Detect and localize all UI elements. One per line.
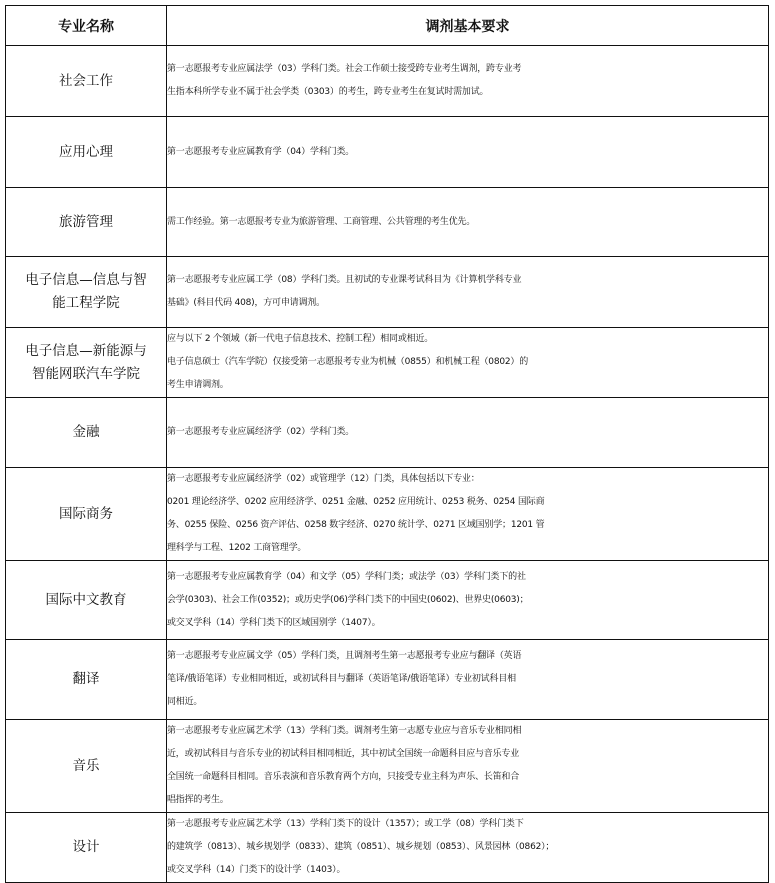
requirement-line: 第一志愿报考专业应属教育学（04）学科门类。: [167, 146, 355, 157]
requirement-line: 需工作经验。第一志愿报考专业为旅游管理、工商管理、公共管理的考生优先。: [167, 216, 476, 227]
requirement-line: 务、0255 保险、0256 资产评估、0258 数字经济、0270 统计学、0271 区域国别学；1201 管: [167, 520, 545, 530]
table-row: [6, 328, 769, 398]
major-name-line: 金融: [72, 424, 100, 440]
requirement-line: 或交叉学科（14）门类下的设计学（1403）。: [167, 865, 346, 875]
table-row: [6, 468, 769, 561]
requirement-line: 第一志愿报考专业应属经济学（02）学科门类。: [167, 427, 355, 437]
table-row: [6, 188, 769, 257]
major-name-line: 国际商务: [59, 505, 113, 522]
table-row: [6, 720, 769, 813]
requirement-line: 基础》(科目代码 408)，方可申请调剂。: [167, 298, 325, 308]
requirement-line: 唱指挥的考生。: [167, 795, 229, 805]
requirement-line: 笔译/俄语笔译）专业相同相近，或初试科目与翻译（英语笔译/俄语笔译）专业初试科目相: [167, 674, 516, 684]
requirement-line: 第一志愿报考专业应属法学（03）学科门类。社会工作硕士接受跨专业考生调剂，跨专业考: [167, 64, 522, 74]
major-name-line: 设计: [72, 839, 100, 855]
major-name-line: 电子信息—新能源与: [25, 342, 147, 359]
requirement-line: 电子信息硕士（汽车学院）仅接受第一志愿报考专业为机械（0855）和机械工程（0802）的: [167, 357, 529, 367]
requirement-line: 应与以下 2 个领域（新一代电子信息技术、控制工程）相同或相近。: [167, 334, 434, 344]
requirement-cell: [167, 46, 769, 117]
requirement-line: 第一志愿报考专业应属教育学（04）和文学（05）学科门类；或法学（03）学科门类下的社: [167, 571, 526, 582]
major-name-line: 能工程学院: [52, 295, 120, 311]
requirement-line: 第一志愿报考专业应属文学（05）学科门类，且调剂考生第一志愿报考专业应与翻译（英语: [167, 651, 522, 661]
major-name-cell: [6, 117, 167, 188]
requirement-cell: [167, 398, 769, 468]
requirement-line: 同相近。: [167, 697, 203, 707]
requirement-line: 会学(0303)、社会工作(0352)；或历史学(06)学科门类下的中国史(0602)、世界史(0603)；: [167, 594, 529, 605]
requirement-line: 近，或初试科目与音乐专业的初试科目相同相近，其中初试全国统一命题科目应与音乐专业: [167, 749, 520, 759]
major-name-cell: [6, 257, 167, 328]
table-row: [6, 813, 769, 883]
table-row: [6, 257, 769, 328]
major-name-line: 翻译: [72, 671, 100, 687]
header-requirements: 调剂基本要求: [167, 6, 769, 46]
major-name-cell: [6, 720, 167, 813]
table-row: [6, 117, 769, 188]
major-name-cell: [6, 398, 167, 468]
major-name-line: 社会工作: [59, 72, 113, 89]
header-major-name: 专业名称: [6, 6, 167, 46]
requirement-line: 第一志愿报考专业应属工学（08）学科门类。且初试的专业课考试科目为《计算机学科专业: [167, 275, 522, 285]
requirement-cell: [167, 257, 769, 328]
major-name-line: 国际中文教育: [45, 591, 127, 608]
table-header-row: [6, 6, 769, 46]
major-name-cell: [6, 813, 167, 883]
major-name-line: 应用心理: [59, 143, 113, 160]
requirement-line: 理科学与工程、1202 工商管理学。: [167, 543, 307, 553]
requirement-cell: [167, 328, 769, 398]
requirement-cell: [167, 188, 769, 257]
requirement-line: 第一志愿报考专业应属艺术学（13）学科门类下的设计（1357）；或工学（08）学科门类下: [167, 819, 524, 829]
requirement-line: 生指本科所学专业不属于社会学类（0303）的考生，跨专业考生在复试时需加试。: [167, 87, 489, 97]
requirement-line: 第一志愿报考专业应属艺术学（13）学科门类。调剂考生第一志愿专业应与音乐专业相同相: [167, 726, 522, 736]
major-name-line: 智能网联汽车学院: [32, 365, 140, 382]
table-row: [6, 46, 769, 117]
requirement-line: 全国统一命题科目相同。音乐表演和音乐教育两个方向，只接受专业主科为声乐、长笛和合: [167, 772, 520, 782]
requirement-cell: [167, 117, 769, 188]
table-row: [6, 561, 769, 640]
major-name-cell: [6, 328, 167, 398]
requirement-line: 的建筑学（0813）、城乡规划学（0833）、建筑（0851）、城乡规划（0853）、风景园林（0862）；: [167, 842, 555, 852]
requirement-cell: [167, 720, 769, 813]
major-name-cell: [6, 640, 167, 720]
major-name-cell: [6, 468, 167, 561]
major-name-cell: [6, 188, 167, 257]
table-row: [6, 640, 769, 720]
requirement-line: 考生申请调剂。: [167, 380, 229, 390]
requirement-line: 第一志愿报考专业应属经济学（02）或管理学（12）门类，具体包括以下专业：: [167, 474, 480, 484]
requirement-cell: [167, 640, 769, 720]
table-row: [6, 398, 769, 468]
requirement-cell: [167, 813, 769, 883]
major-name-cell: [6, 46, 167, 117]
requirement-cell: [167, 468, 769, 561]
requirement-line: 0201 理论经济学、0202 应用经济学、0251 金融、0252 应用统计、0253 税务、0254 国际商: [167, 497, 545, 507]
major-name-line: 音乐: [72, 757, 100, 774]
requirement-cell: [167, 561, 769, 640]
major-name-cell: [6, 561, 167, 640]
major-name-line: 电子信息—信息与智: [25, 272, 147, 288]
major-name-line: 旅游管理: [59, 213, 113, 230]
requirement-line: 或交叉学科（14）学科门类下的区域国别学（1407）。: [167, 617, 381, 628]
adjustment-requirements-table: [5, 5, 769, 883]
